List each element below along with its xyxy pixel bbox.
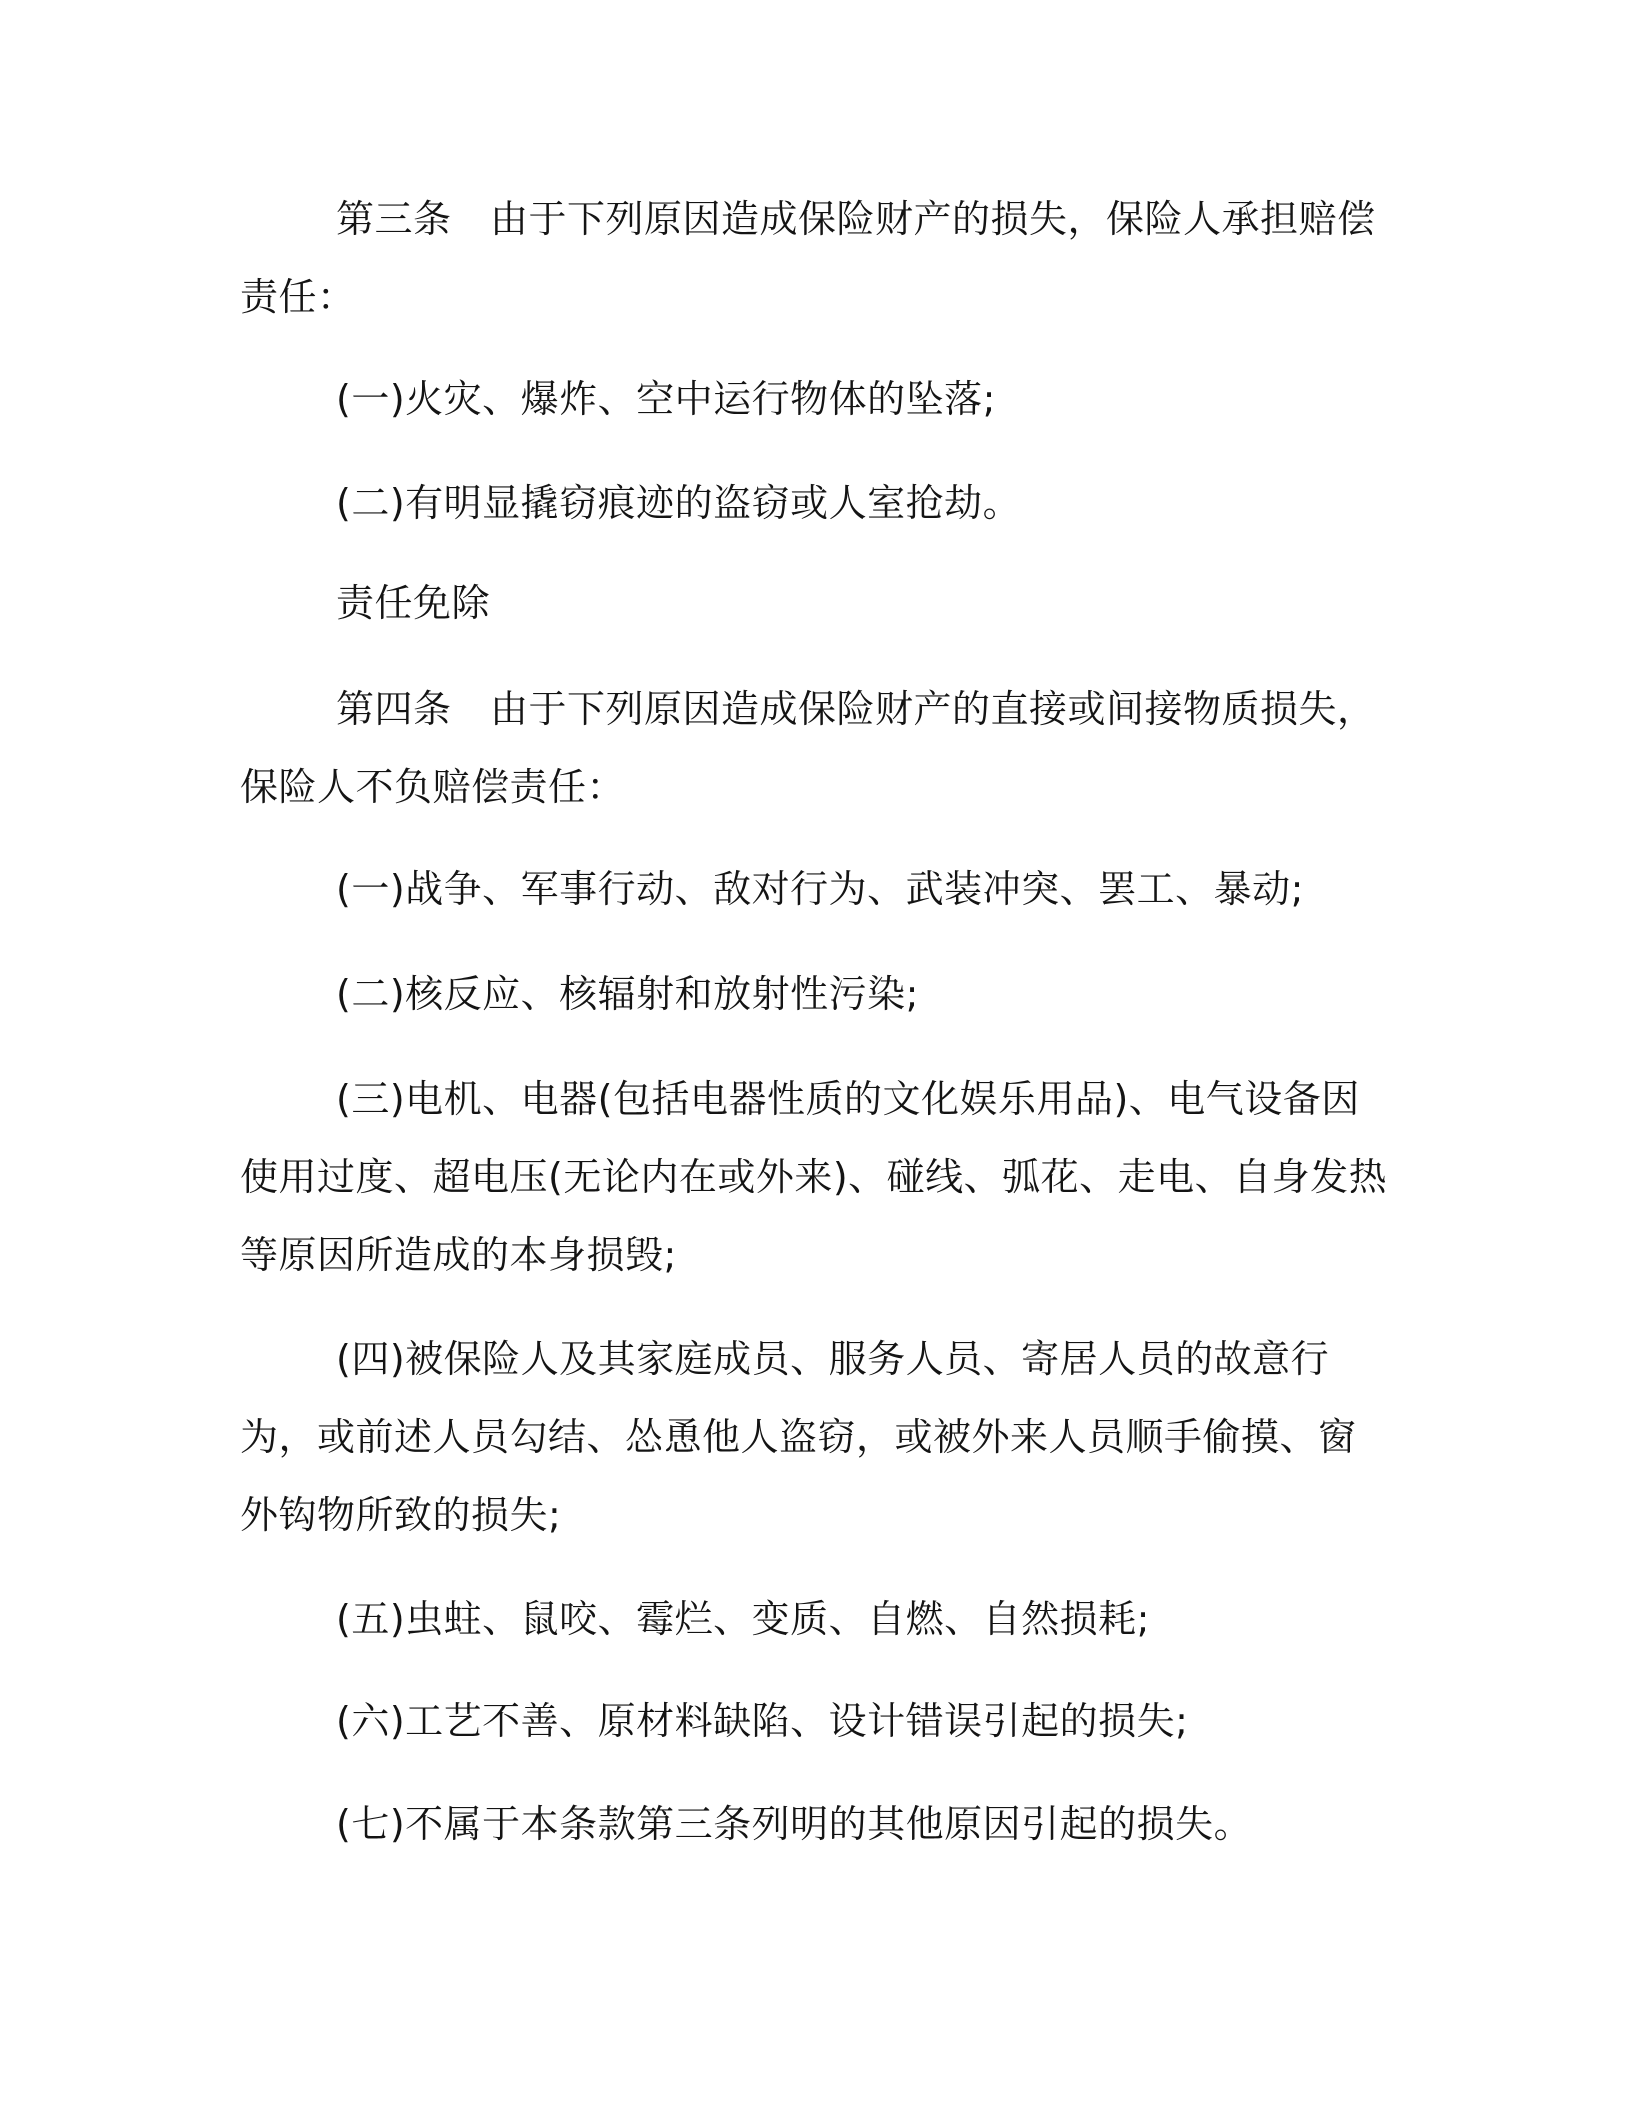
- article-3-paragraph: 第三条 由于下列原因造成保险财产的损失，保险人承担赔偿责任：: [240, 197, 1376, 319]
- article-4-paragraph: 第四条 由于下列原因造成保险财产的直接或间接物质损失，保险人不负赔偿责任：: [240, 687, 1376, 809]
- article-3-item-2: (二)有明显撬窃痕迹的盗窃或人室抢劫。: [336, 481, 1022, 525]
- article-4-item-6: (六)工艺不善、原材料缺陷、设计错误引起的损失;: [336, 1699, 1189, 1743]
- article-3-item-1: (一)火灾、爆炸、空中运行物体的坠落;: [336, 377, 996, 421]
- article-4-item-3: (三)电机、电器(包括电器性质的文化娱乐用品)、电气设备因使用过度、超电压(无论内在或外来)、碰线、弧花、走电、自身发热等原因所造成的本身损毁;: [240, 1077, 1388, 1277]
- article-4-item-2: (二)核反应、核辐射和放射性污染;: [336, 972, 919, 1016]
- article-4-item-4: (四)被保险人及其家庭成员、服务人员、寄居人员的故意行为，或前述人员勾结、怂恿他人盗窃，或被外来人员顺手偷摸、窗外钩物所致的损失;: [240, 1337, 1357, 1537]
- article-4-item-7: (七)不属于本条款第三条列明的其他原因引起的损失。: [336, 1802, 1253, 1846]
- article-4-item-5: (五)虫蛀、鼠咬、霉烂、变质、自燃、自然损耗;: [336, 1597, 1150, 1641]
- section-heading-exclusions: 责任免除: [336, 581, 491, 625]
- article-4-item-1: (一)战争、军事行动、敌对行为、武装冲突、罢工、暴动;: [336, 867, 1304, 911]
